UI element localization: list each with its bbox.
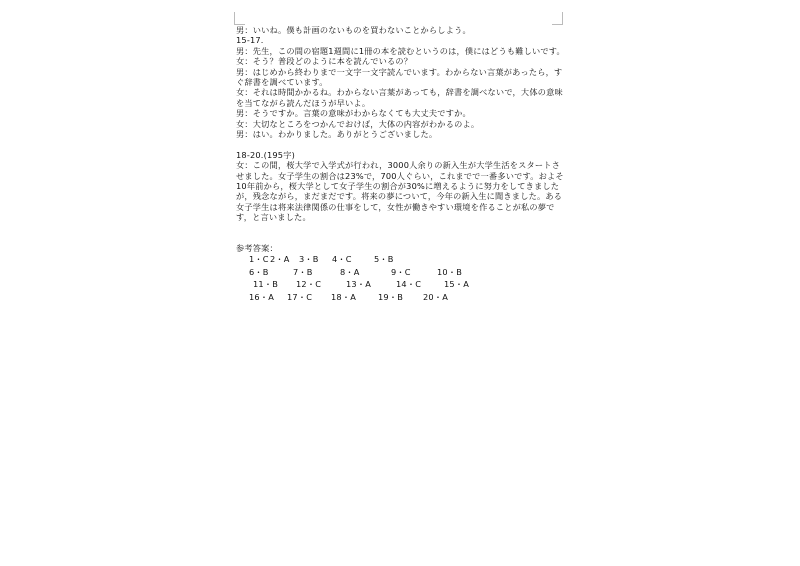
dialogue-line: 男：先生，この間の宿題1週間に1冊の本を読むというのは，僕にはどうも難しいです。 (236, 45, 565, 56)
answer-row (236, 292, 566, 305)
answers-title: 参考答案： (236, 242, 278, 253)
section-heading: 15-17. (236, 35, 264, 46)
answer-item: 19・B (378, 291, 404, 302)
answer-item: 8・A (340, 266, 360, 277)
answer-item: 14・C (396, 279, 422, 290)
page-corner-mark-left (234, 12, 245, 25)
dialogue-line: 男：そうですか。言葉の意味がわからなくても大丈夫ですか。 (236, 108, 471, 119)
answer-item: 4・C (332, 254, 352, 265)
answer-item: 11・B (253, 279, 279, 290)
answer-item: 16・A (249, 291, 275, 302)
answer-item: 7・B (293, 266, 313, 277)
answer-item: 20・A (423, 291, 449, 302)
answer-item: 2・A (270, 254, 290, 265)
paragraph-gap (236, 139, 566, 149)
answer-row (236, 279, 566, 292)
dialogue-line: 男：はじめから終わりまで一文字一文字読んでいます。わからない言葉があったら，すぐ辞書を調べています。 (236, 66, 563, 88)
answer-item: 18・A (331, 291, 357, 302)
answer-row (236, 254, 566, 267)
dialogue-line: 女：そう？普段どのように本を読んでいるの？ (236, 56, 413, 67)
answer-item: 17・C (287, 291, 313, 302)
answer-item: 10・B (437, 266, 463, 277)
document-body (236, 25, 566, 304)
answer-item: 13・A (346, 279, 372, 290)
answer-item: 6・B (249, 266, 269, 277)
answer-row (236, 267, 566, 280)
text-line: 男：いいね。僕も計画のないものを買わないことからしよう。 (236, 25, 471, 35)
answer-item: 12・C (296, 279, 322, 290)
page-corner-mark-right (552, 12, 563, 25)
answer-item: 9・C (391, 266, 411, 277)
dialogue-line: 女：大切なところをつかんでおけば，大体の内容がわかるのよ。 (236, 118, 480, 129)
dialogue-line: 男：はい。わかりました。ありがとうございました。 (236, 129, 438, 140)
dialogue-line: 女：それは時間かかるね。わからない言葉があっても，辞書を調べないで，大体の意味を当てながら読んだほうが早いよ。 (236, 87, 563, 108)
section-heading: 18-20.(195字) (236, 149, 295, 160)
answer-item: 3・B (299, 254, 319, 265)
answer-key (236, 254, 566, 304)
passage-paragraph: 女：この間，桜大学で入学式が行われ，3000人余りの新入生が大学生活をスタートさせました。女子学生の割合は23%で，700人ぐらい，これまでで一番多いです。およそ10年前から，桜大学として女子学生の割合が30%に増えるように努力をしてきましたが，残念ながら，まだまだです。将来の夢について，今年の新入生に聞きました。ある女子学生は将来法律関係の仕事をして，女性が働きやすい環境を作ることが私の夢です，と言いました。 (236, 160, 564, 223)
answer-item: 15・A (444, 279, 470, 290)
answer-item: 5・B (374, 254, 394, 265)
answer-item: 1・C (249, 254, 269, 265)
